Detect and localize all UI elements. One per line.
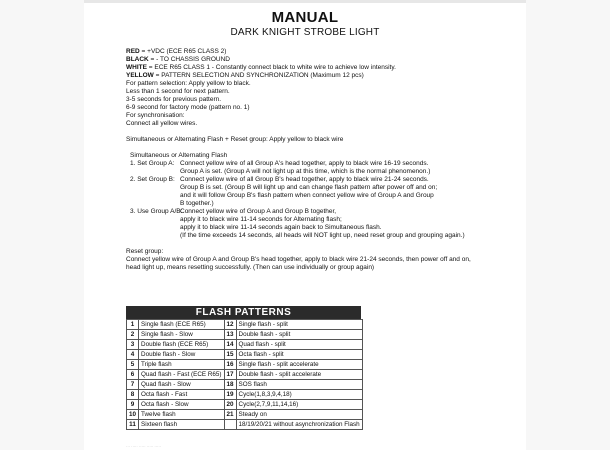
wire-color: BLACK [126, 56, 149, 63]
set-group-a [126, 160, 526, 176]
pattern-number: 21 [224, 410, 236, 420]
pattern-name: Cycle(1,8,3,9,4,18) [236, 390, 362, 400]
pattern-name: SOS flash [236, 380, 362, 390]
instruction-line: 6-9 second for factory mode (pattern no. 1) [126, 104, 250, 111]
pattern-number: 3 [127, 340, 139, 350]
top-edge [0, 0, 610, 3]
group-label: 3. Use Group A/B: [130, 208, 183, 215]
reset-heading: Reset group: [126, 248, 164, 255]
table-row [127, 370, 363, 380]
instruction-line: Less than 1 second for next pattern. [126, 88, 230, 95]
group-line: apply it to black wire 11-14 seconds again back to Simultaneous flash. [180, 224, 382, 231]
table-row [127, 410, 363, 420]
pattern-name: Double flash - split [236, 330, 362, 340]
pattern-name: Octa flash - Slow [139, 400, 225, 410]
group-label: 1. Set Group A: [130, 160, 175, 167]
pattern-name: 18/19/20/21 without asynchronization Flash [236, 420, 362, 430]
pattern-number: 9 [127, 400, 139, 410]
pattern-number: 10 [127, 410, 139, 420]
pattern-name: Single flash - split [236, 320, 362, 330]
pattern-number: 7 [127, 380, 139, 390]
instruction-line: For synchronisation: [126, 112, 185, 119]
wire-color: YELLOW [126, 72, 154, 79]
wire-desc: = - TO CHASSIS GROUND [148, 56, 230, 63]
manual-body [126, 48, 526, 272]
pattern-number: 15 [224, 350, 236, 360]
group-line: Group A is set. (Group A will not light up at this time, which is the normal phenomenon.) [180, 168, 431, 175]
pattern-number: 12 [224, 320, 236, 330]
flash-patterns-title: FLASH PATTERNS [126, 306, 361, 319]
pattern-number: 20 [224, 400, 236, 410]
group-line: Connect yellow wire of Group A and Group B together, [180, 208, 337, 215]
table-row [127, 420, 363, 430]
group-line: and it will follow Group B's flash pattern when connect yellow wire of Group A and Group [180, 192, 434, 199]
group-line: Connect yellow wire of all Group A's head together, apply to black wire 16-19 seconds. [180, 160, 429, 167]
pattern-number: 8 [127, 390, 139, 400]
table-row [127, 320, 363, 330]
pattern-name: Triple flash [139, 360, 225, 370]
group-line: apply it to black wire 11-14 seconds for Alternating flash; [180, 216, 342, 223]
pattern-number: 14 [224, 340, 236, 350]
pattern-name: Double flash (ECE R65) [139, 340, 225, 350]
pattern-number [224, 420, 236, 430]
pattern-number: 4 [127, 350, 139, 360]
group-line: (If the time exceeds 14 seconds, all heads will NOT light up, need reset group and grouping again.) [180, 232, 465, 239]
table-row [127, 350, 363, 360]
use-group-ab [126, 208, 526, 240]
pattern-name: Twelve flash [139, 410, 225, 420]
pattern-name: Sixteen flash [139, 420, 225, 430]
pattern-number: 2 [127, 330, 139, 340]
pattern-name: Single flash - Slow [139, 330, 225, 340]
pattern-name: Quad flash - Fast (ECE R65) [139, 370, 225, 380]
pattern-number: 6 [127, 370, 139, 380]
pattern-name: Double flash - Slow [139, 350, 225, 360]
wire-black [126, 56, 526, 64]
pattern-name: Quad flash - split [236, 340, 362, 350]
table-row [127, 360, 363, 370]
footer-faint: ··· ····· ····· ····· ····· [126, 444, 162, 449]
left-margin [0, 0, 84, 450]
pattern-name: Quad flash - Slow [139, 380, 225, 390]
sim-alt-subheading: Simultaneous or Alternating Flash [130, 152, 228, 159]
pattern-number: 18 [224, 380, 236, 390]
pattern-number: 17 [224, 370, 236, 380]
pattern-number: 13 [224, 330, 236, 340]
instruction-line: Connect all yellow wires. [126, 120, 198, 127]
table-row [127, 390, 363, 400]
flash-patterns-table [126, 319, 363, 430]
table-row [127, 380, 363, 390]
pattern-name: Single flash (ECE R65) [139, 320, 225, 330]
wire-white [126, 64, 526, 72]
group-line: Connect yellow wire of all Group B's head together, apply to black wire 21-24 seconds. [180, 176, 429, 183]
pattern-name: Double flash - split accelerate [236, 370, 362, 380]
wire-color: WHITE [126, 64, 147, 71]
reset-line: Connect yellow wire of Group A and Group B's head together, apply to black wire 21-24 seconds, then power off and on, [126, 256, 471, 263]
pattern-number: 19 [224, 390, 236, 400]
page-title: MANUAL [271, 9, 339, 26]
pattern-number: 11 [127, 420, 139, 430]
sim-alt-heading: Simultaneous or Alternating Flash + Reset group: Apply yellow to black wire [126, 136, 344, 143]
wire-yellow [126, 72, 526, 80]
table-row [127, 330, 363, 340]
wire-desc: = +VDC (ECE R65 CLASS 2) [139, 48, 227, 55]
pattern-number: 1 [127, 320, 139, 330]
pattern-number: 16 [224, 360, 236, 370]
wire-red [126, 48, 526, 56]
pattern-name: Steady on [236, 410, 362, 420]
pattern-name: Octa flash - Fast [139, 390, 225, 400]
table-row [127, 400, 363, 410]
page-subtitle: DARK KNIGHT STROBE LIGHT [230, 27, 380, 38]
pattern-name: Octa flash - split [236, 350, 362, 360]
group-line: Group B is set. (Group B will light up and can change flash pattern after power off and on; [180, 184, 438, 191]
group-line: B together.) [180, 200, 214, 207]
set-group-b [126, 176, 526, 208]
pattern-name: Single flash - split accelerate [236, 360, 362, 370]
table-row [127, 340, 363, 350]
pattern-number: 5 [127, 360, 139, 370]
pattern-name: Cycle(2,7,9,11,14,16) [236, 400, 362, 410]
instruction-line: For pattern selection: Apply yellow to black. [126, 80, 251, 87]
wire-desc: = PATTERN SELECTION AND SYNCHRONIZATION (Maximum 12 pcs) [153, 72, 364, 79]
wire-desc: = ECE R65 CLASS 1 - Constantly connect black to white wire to achieve low intensity. [146, 64, 396, 71]
wire-color: RED [126, 48, 140, 55]
instruction-line: 3-5 seconds for previous pattern. [126, 96, 222, 103]
reset-line: head light up, means resetting successfully. (Then can use individually or group again) [126, 264, 375, 271]
right-margin [526, 0, 610, 450]
group-label: 2. Set Group B: [130, 176, 175, 183]
